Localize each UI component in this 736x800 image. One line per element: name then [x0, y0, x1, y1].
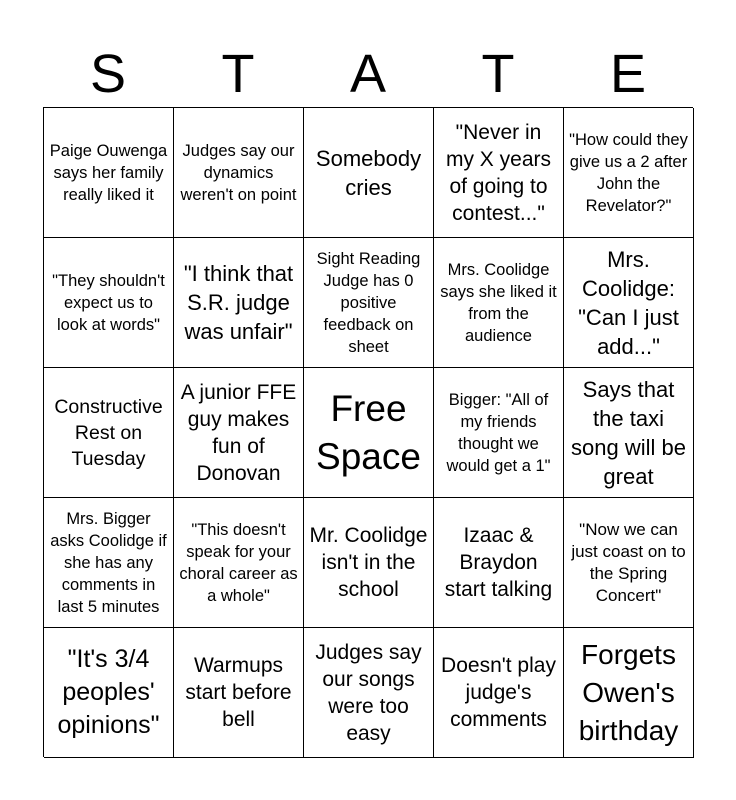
bingo-cell[interactable] — [434, 108, 564, 238]
bingo-cell[interactable] — [304, 498, 434, 628]
bingo-cell[interactable] — [174, 368, 304, 498]
bingo-cell[interactable] — [44, 368, 174, 498]
bingo-cell[interactable] — [434, 498, 564, 628]
bingo-cell[interactable] — [174, 498, 304, 628]
header-letter-t: T — [221, 44, 255, 104]
cell-text: Somebody cries — [315, 145, 422, 200]
cell-text: Says that the taxi song will be great — [571, 376, 686, 489]
bingo-cell[interactable] — [304, 628, 434, 758]
cell-text: "How could they give us a 2 after John the Revelator?" — [569, 130, 688, 215]
bingo-cell[interactable] — [174, 108, 304, 238]
cell-text: Warmups start before bell — [185, 654, 292, 731]
bingo-cell[interactable] — [304, 108, 434, 238]
bingo-cell[interactable] — [434, 368, 564, 498]
cell-text: Judges say our dynamics weren't on point — [180, 141, 297, 204]
cell-text: "Now we can just coast on to the Spring Concert" — [571, 519, 686, 605]
cell-text: Izaac & Braydon start talking — [444, 524, 553, 601]
cell-text: "I think that S.R. judge was unfair" — [183, 261, 294, 344]
cell-text: "They shouldn't expect us to look at words" — [52, 271, 165, 334]
header-letter-e: E — [609, 44, 647, 104]
bingo-cell[interactable] — [44, 108, 174, 238]
cell-text: Mrs. Bigger asks Coolidge if she has any comments in last 5 minutes — [50, 509, 167, 616]
free-space-text: Free Space — [316, 387, 421, 477]
bingo-header — [43, 40, 693, 108]
cell-text: Bigger: "All of my friends thought we would get a 1" — [446, 390, 551, 475]
bingo-cell[interactable] — [564, 628, 694, 758]
header-letter-a: A — [349, 44, 387, 104]
cell-text: "Never in my X years of going to contest..." — [445, 120, 552, 225]
bingo-cell[interactable] — [434, 238, 564, 368]
bingo-cell[interactable] — [44, 238, 174, 368]
cell-text: Mr. Coolidge isn't in the school — [309, 524, 428, 601]
cell-text: "This doesn't speak for your choral career as a whole" — [179, 520, 298, 605]
bingo-cell[interactable] — [564, 108, 694, 238]
cell-text: Forgets Owen's birthday — [578, 638, 679, 746]
cell-text: "It's 3/4 peoples' opinions" — [57, 645, 160, 739]
header-letter-s: S — [89, 44, 127, 104]
bingo-cell[interactable] — [44, 628, 174, 758]
cell-text: Sight Reading Judge has 0 positive feedback on sheet — [316, 249, 421, 356]
cell-text: Doesn't play judge's comments — [441, 654, 556, 731]
bingo-cell[interactable] — [304, 238, 434, 368]
bingo-cell[interactable] — [564, 368, 694, 498]
bingo-cell[interactable] — [564, 498, 694, 628]
cell-text: Paige Ouwenga says her family really liked it — [49, 141, 168, 204]
bingo-cell[interactable] — [564, 238, 694, 368]
free-space-cell[interactable] — [304, 368, 434, 498]
bingo-cell[interactable] — [434, 628, 564, 758]
bingo-cell[interactable] — [44, 498, 174, 628]
header-letter-t: T — [481, 44, 515, 104]
cell-text: A junior FFE guy makes fun of Donovan — [180, 380, 297, 485]
cell-text: Mrs. Coolidge: "Can I just add..." — [578, 246, 679, 359]
bingo-cell[interactable] — [174, 238, 304, 368]
cell-text: Mrs. Coolidge says she liked it from the audience — [440, 260, 557, 345]
cell-text: Constructive Rest on Tuesday — [54, 395, 163, 470]
bingo-cell[interactable] — [174, 628, 304, 758]
cell-text: Judges say our songs were too easy — [315, 640, 422, 745]
bingo-grid — [43, 107, 693, 757]
